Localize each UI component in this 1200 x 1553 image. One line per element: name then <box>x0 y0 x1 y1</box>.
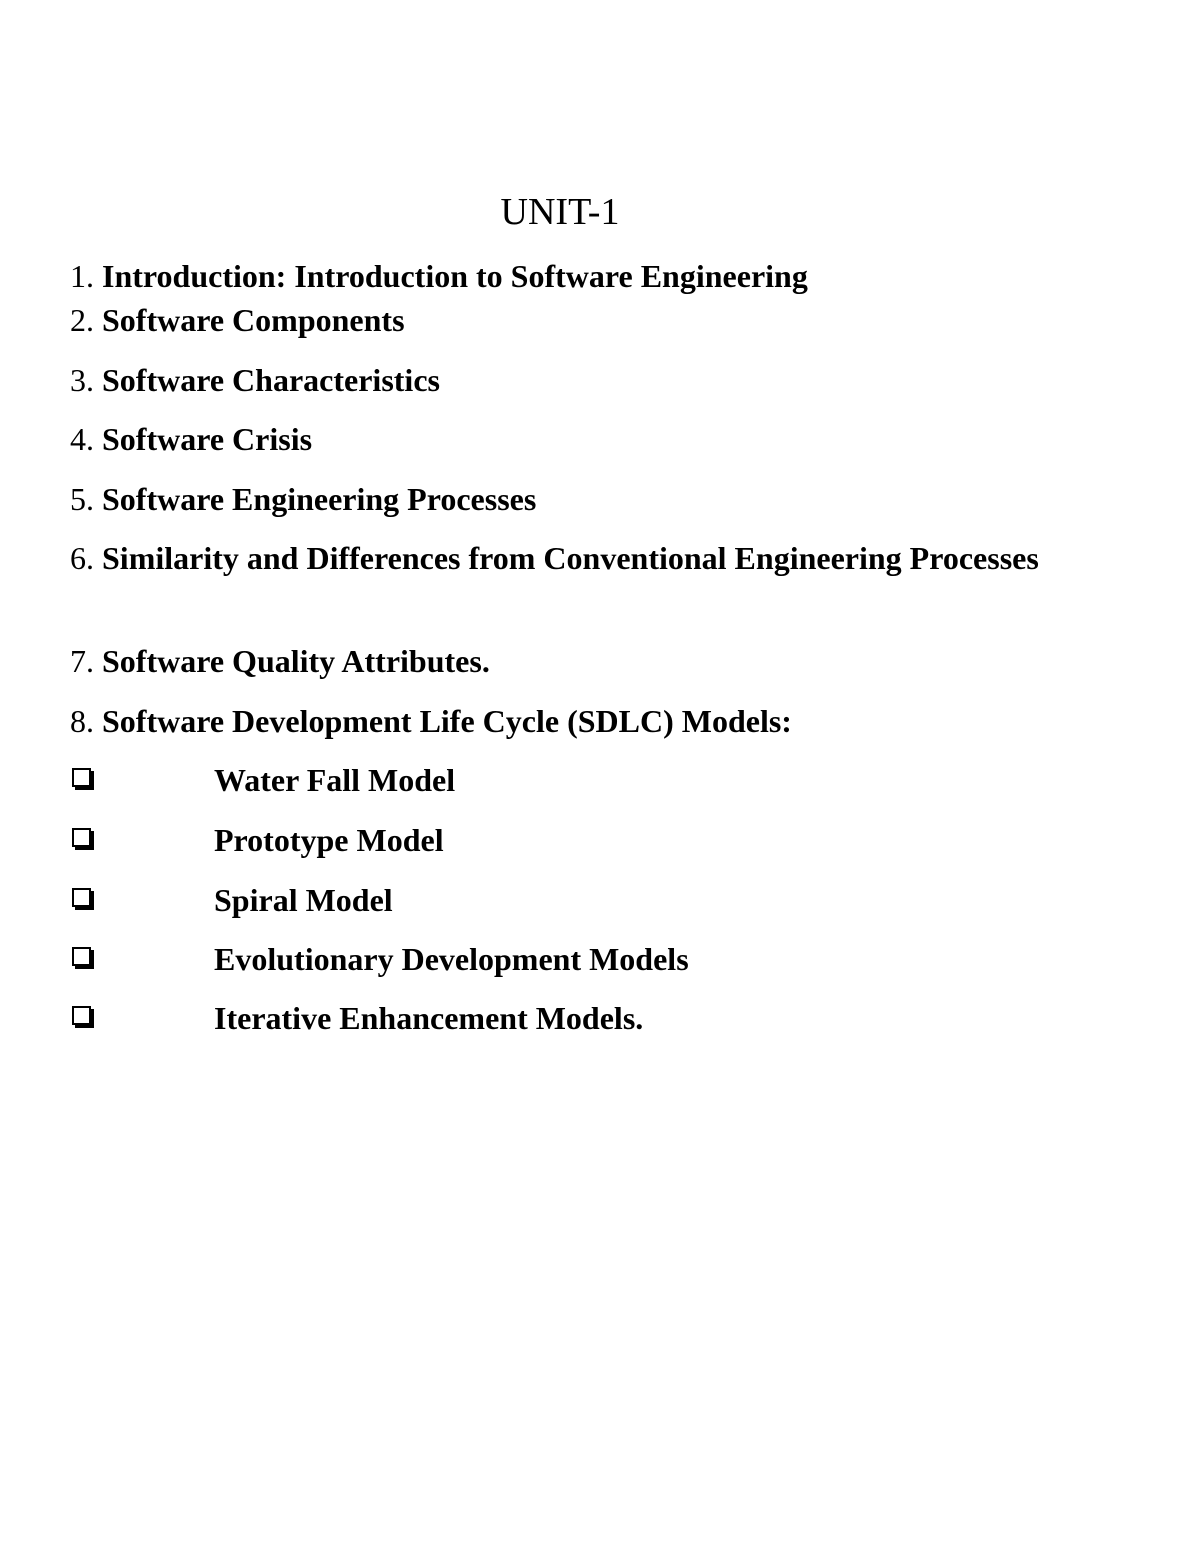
list-item-number: 1. <box>70 258 94 294</box>
list-item-7 <box>70 639 1060 683</box>
list-item-4 <box>70 417 1060 461</box>
sub-bullet-text: Spiral Model <box>214 882 393 918</box>
list-item-6 <box>70 536 1060 580</box>
list-item-3 <box>70 358 1060 402</box>
sub-bullet-text: Iterative Enhancement Models. <box>214 1000 644 1036</box>
checkbox-icon <box>72 1006 91 1025</box>
list-item-number: 6. <box>70 540 94 576</box>
list-item-number: 3. <box>70 362 94 398</box>
list-item-text: Similarity and Differences from Conventional Engineering Processes <box>102 540 1039 576</box>
list-item-text: Software Development Life Cycle (SDLC) Models: <box>102 703 792 739</box>
checkbox-icon <box>72 768 91 787</box>
list-item-text: Software Crisis <box>102 421 313 457</box>
list-item-1 <box>70 254 1060 298</box>
list-item-text: Introduction: Introduction to Software Engineering <box>102 258 808 294</box>
sub-bullet-text: Evolutionary Development Models <box>214 941 689 977</box>
list-item-text: Software Components <box>102 302 405 338</box>
sub-bullet-text: Prototype Model <box>214 822 444 858</box>
sub-bullet-text: Water Fall Model <box>214 762 456 798</box>
list-item-text: Software Quality Attributes. <box>102 643 490 679</box>
list-item-8 <box>70 699 1060 743</box>
list-item-number: 2. <box>70 302 94 338</box>
list-item-number: 4. <box>70 421 94 457</box>
checkbox-icon <box>72 947 91 966</box>
list-item-number: 5. <box>70 481 94 517</box>
list-item-5 <box>70 477 1060 521</box>
list-item-number: 7. <box>70 643 94 679</box>
list-item-text: Software Engineering Processes <box>102 481 537 517</box>
checkbox-icon <box>72 888 91 907</box>
checkbox-icon <box>72 828 91 847</box>
list-item-number: 8. <box>70 703 94 739</box>
page-title: UNIT-1 <box>500 191 620 233</box>
list-item-2 <box>70 298 1060 342</box>
list-item-text: Software Characteristics <box>102 362 440 398</box>
